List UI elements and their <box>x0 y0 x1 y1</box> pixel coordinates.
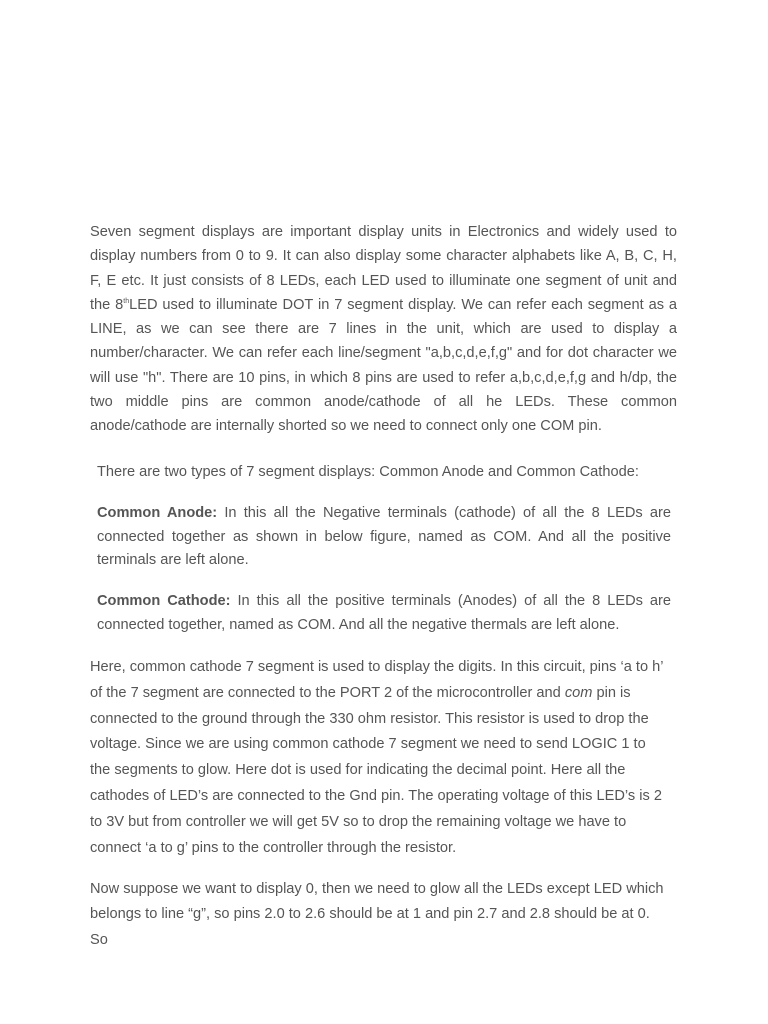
intro-text-part2: LED used to illuminate DOT in 7 segment display. We can refer each segment as a LINE, as we can see there are 7 lines in the unit, which are used to display a number/character. We can refer each line/segment "a,b,c,d,e,f,g" and for dot character we will use "h". There are 10 pins, in which 8 pins are used to refer a,b,c,d,e,f,g and h/dp, the two middle pins are common anode/cathode of all he LEDs. These common anode/cathode are internally shorted so we need to connect only one COM pin. <box>90 296 677 435</box>
intro-paragraph <box>90 220 677 439</box>
circuit-text-part1: Here, common cathode 7 segment is used to display the digits. In this circuit, pins ‘a to h’ of the 7 segment are connected to the PORT 2 of the microcontroller and <box>90 659 663 701</box>
common-anode-paragraph <box>97 502 671 573</box>
common-cathode-paragraph <box>97 590 671 637</box>
intro-text-part1: Seven segment displays are important display units in Electronics and widely used to display numbers from 0 to 9. It can also display some character alphabets like A, B, C, H, F, E etc. It just consists of 8 LEDs, each LED used to illuminate one segment of unit and the 8 <box>90 224 677 313</box>
display-zero-text: Now suppose we want to display 0, then we need to glow all the LEDs except LED which belongs to line “g”, so pins 2.0 to 2.6 should be at 1 and pin 2.7 and 2.8 should be at 0. So <box>90 881 664 948</box>
intro-ordinal-superscript: th <box>123 298 130 306</box>
types-text: There are two types of 7 segment displays: Common Anode and Common Cathode: <box>97 464 639 480</box>
types-paragraph <box>97 461 672 485</box>
common-cathode-label: Common Cathode: <box>97 593 231 609</box>
common-cathode-text: In this all the positive terminals (Anodes) of all the 8 LEDs are connected together, named as COM. And all the negative thermals are left alone. <box>97 593 671 633</box>
circuit-com-italic: com <box>564 684 593 701</box>
common-anode-label: Common Anode: <box>97 505 218 521</box>
common-anode-text: In this all the Negative terminals (cathode) of all the 8 LEDs are connected together as shown in below figure, named as COM. And all the positive terminals are left alone. <box>97 505 671 568</box>
display-zero-paragraph <box>90 877 665 953</box>
circuit-paragraph <box>90 655 665 861</box>
circuit-text-part2: pin is connected to the ground through the 330 ohm resistor. This resistor is used to drop the voltage. Since we are using common cathode 7 segment we need to send LOGIC 1 to the segments to glow. Here dot is used for indicating the decimal point. Here all the cathodes of LED’s are connected to the Gnd pin. The operating voltage of this LED’s is 2 to 3V but from controller we will get 5V so to drop the remaining voltage we have to connect ‘a to g’ pins to the controller through the resistor. <box>90 684 662 856</box>
